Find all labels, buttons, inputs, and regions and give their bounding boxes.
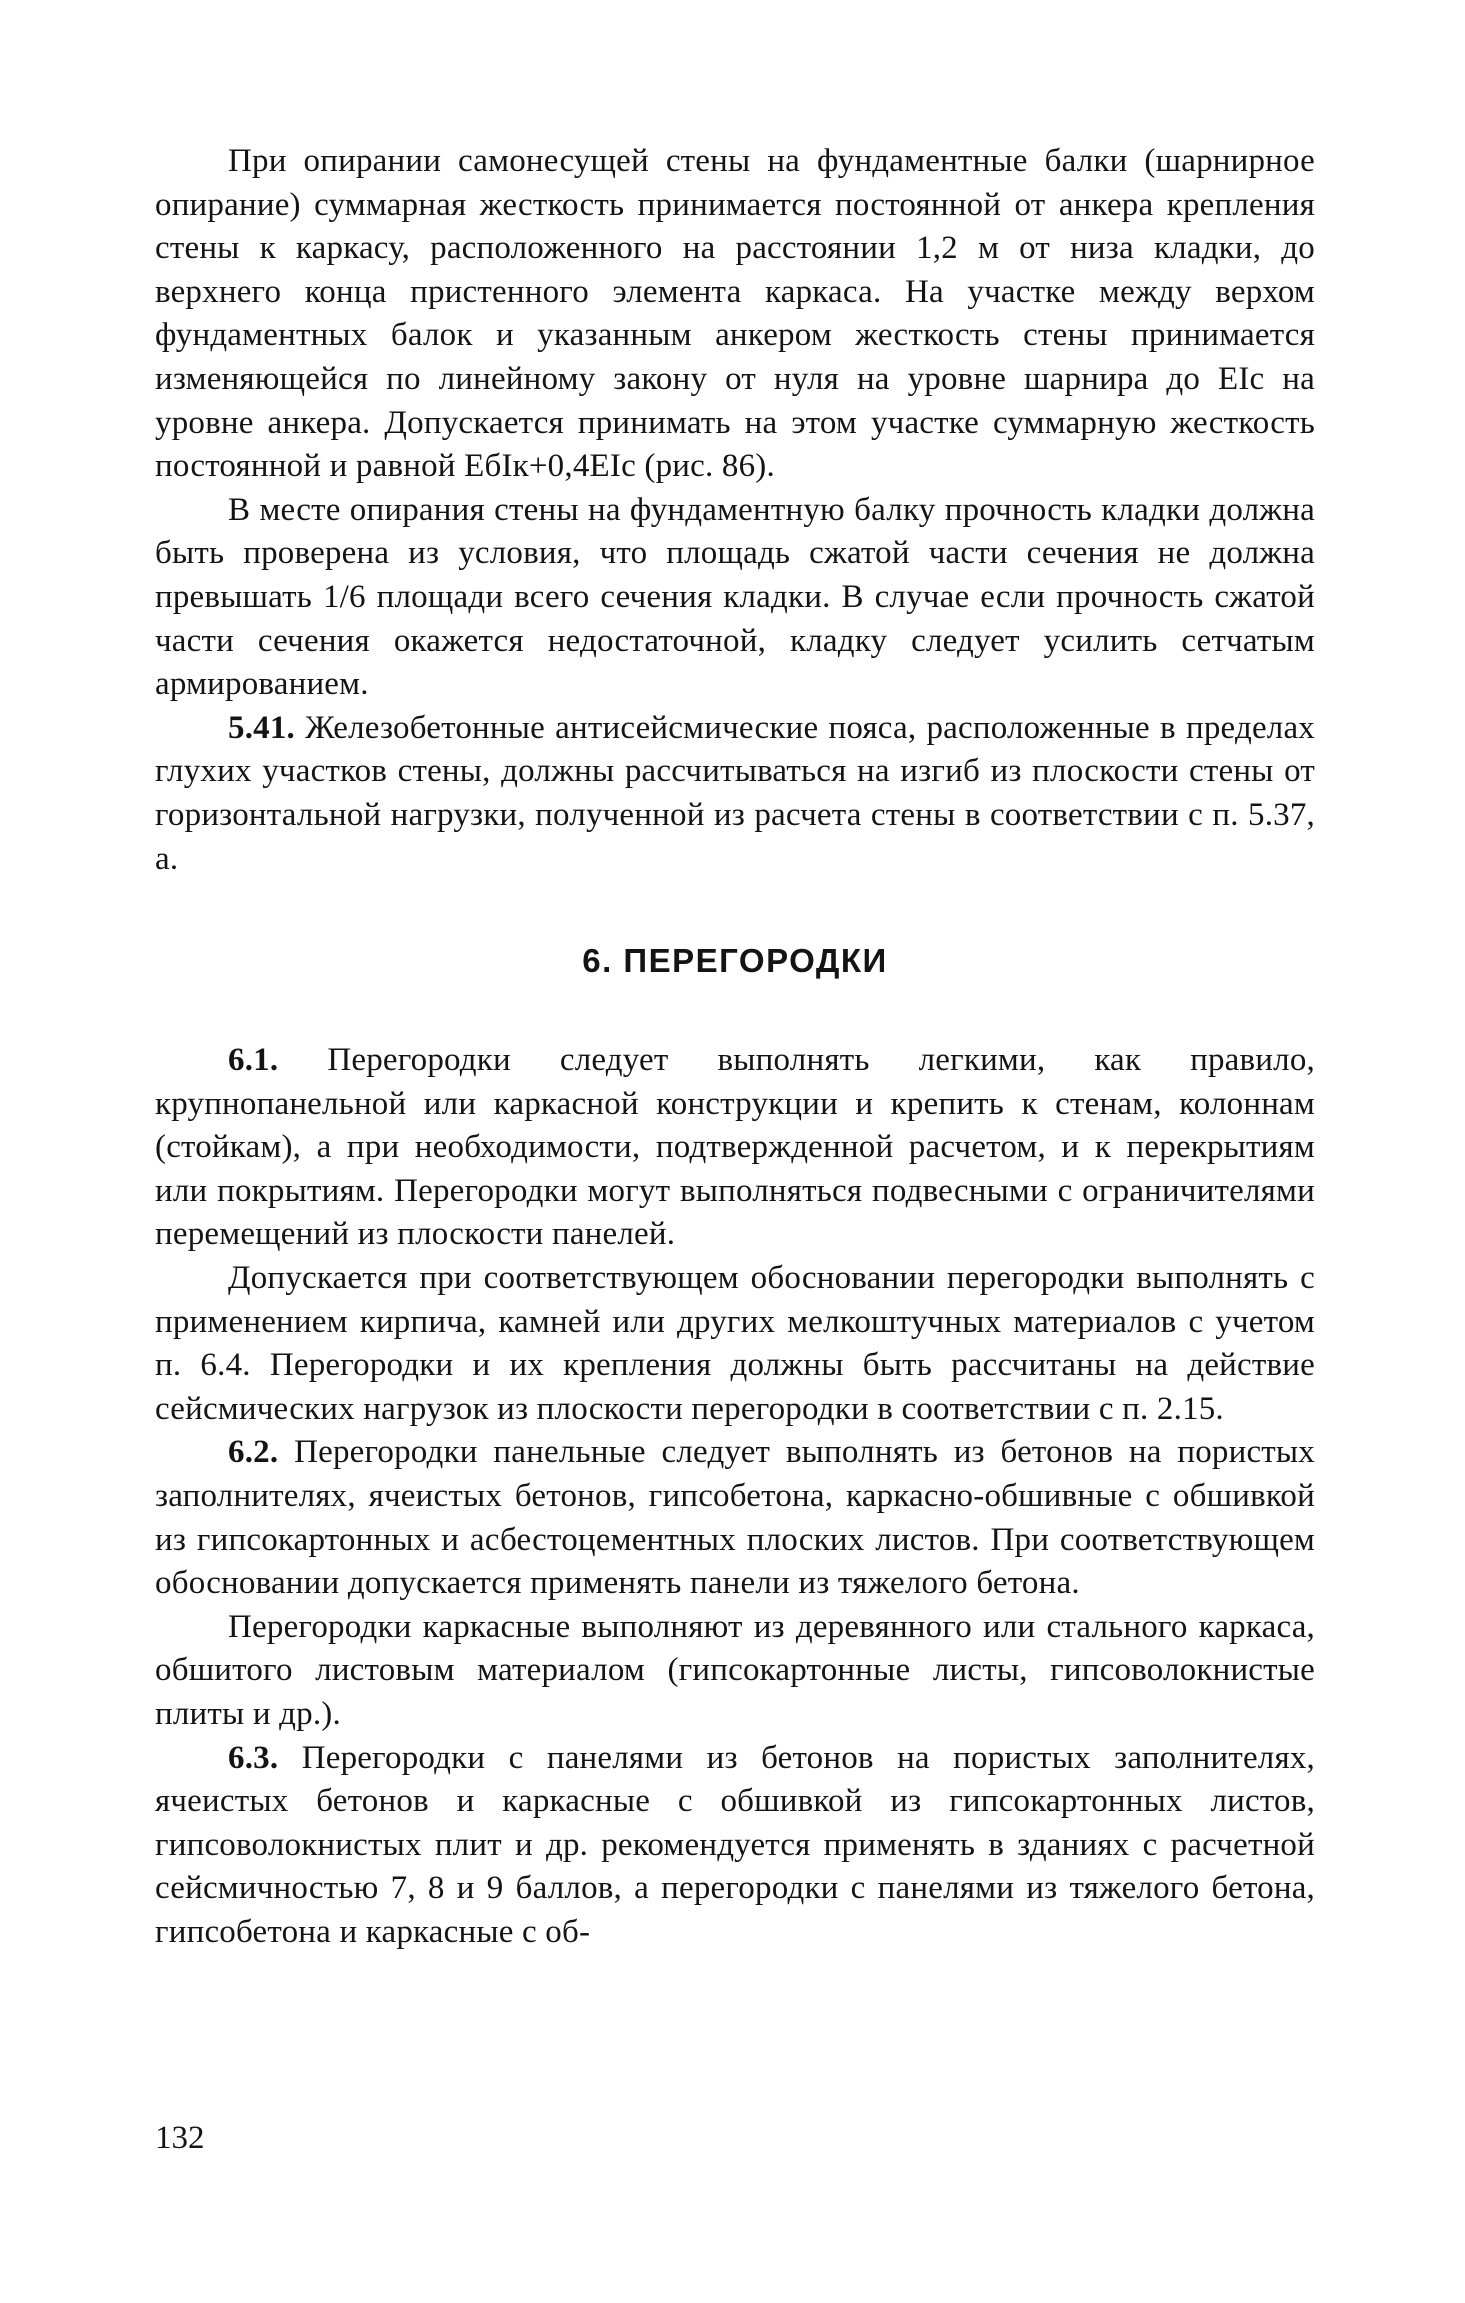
paragraph-6-1-continued [155, 1257, 1315, 1431]
paragraph-6-2 [155, 1431, 1315, 1605]
paragraph-6-2-continued [155, 1606, 1315, 1737]
paragraph-text: В месте опирания стены на фундаментную балку прочность кладки должна быть проверена из условия, что площадь сжатой части сечения не должна превышать 1/6 площади всего сечения кладки. В случае если прочность сжатой части сечения окажется недостаточной, кладку следует усилить сетчатым армированием. [155, 491, 1315, 703]
clause-number: 5.41. [228, 709, 295, 746]
paragraph-5-41 [155, 707, 1315, 881]
paragraph-text: Перегородки следует выполнять легкими, как правило, крупнопанельной или каркасной конструкции и крепить к стенам, колоннам (стойкам), а при необходимости, подтвержденной расчетом, и к перекрытиям или покрытиям. Перегородки могут выполняться подвесными с ограничителями перемещений из плоскости панелей. [155, 1042, 1315, 1253]
paragraph-6-1 [155, 1039, 1315, 1257]
section-heading: 6. ПЕРЕГОРОДКИ [582, 942, 888, 980]
paragraph-foundation-beams [155, 140, 1315, 489]
clause-number: 6.3. [228, 1739, 279, 1776]
paragraph-6-3 [155, 1737, 1315, 1955]
paragraph-text: Перегородки каркасные выполняют из деревянного или стального каркаса, обшитого листовым материалом (гипсокартонные листы, гипсоволокнистые плиты и др.). [155, 1608, 1315, 1732]
paragraph-support-strength [155, 489, 1315, 707]
clause-number: 6.1. [228, 1042, 279, 1079]
paragraph-text: При опирании самонесущей стены на фундаментные балки (шарнирное опирание) суммарная жесткость принимается постоянной от анкера крепления стены к каркасу, расположенного на расстоянии 1,2 м от низа кладки, до верхнего конца пристенного элемента каркаса. На участке между верхом фундаментных балок и указанным анкером жесткость стены принимается изменяющейся по линейному закону от нуля на уровне шарнира до EIc на уровне анкера. Допускается принимать на этом участке суммарную жесткость постоянной и равной EбIк+0,4EIc (рис. 86). [155, 143, 1315, 485]
page-body [155, 140, 1315, 1955]
paragraph-text: Допускается при соответствующем обосновании перегородки выполнять с применением кирпича, камней или других мелкоштучных материалов с учетом п. 6.4. Перегородки и их крепления должны быть рассчитаны на действие сейсмических нагрузок из плоскости перегородки в соответствии с п. 2.15. [155, 1260, 1315, 1427]
paragraph-text: Перегородки с панелями из бетонов на пористых заполнителях, ячеистых бетонов и каркасные с обшивкой из гипсокартонных листов, гипсоволокнистых плит и др. рекомендуется применять в зданиях с расчетной сейсмичностью 7, 8 и 9 баллов, а перегородки с панелями из тяжелого бетона, гипсобетона и каркасные с об- [155, 1739, 1316, 1950]
paragraph-text: Железобетонные антисейсмические пояса, расположенные в пределах глухих участков стены, должны рассчитываться на изгиб из плоскости стены от горизонтальной нагрузки, полученной из расчета стены в соответствии с п. 5.37, а. [155, 709, 1316, 877]
paragraph-text: Перегородки панельные следует выполнять из бетонов на пористых заполнителях, ячеистых бетонов, гипсобетона, каркасно-обшивные с обшивкой из гипсокартонных и асбестоцементных плоских листов. При соответствующем обосновании допускается применять панели из тяжелого бетона. [155, 1434, 1316, 1602]
page-number: 132 [155, 2120, 205, 2156]
clause-number: 6.2. [228, 1434, 279, 1471]
